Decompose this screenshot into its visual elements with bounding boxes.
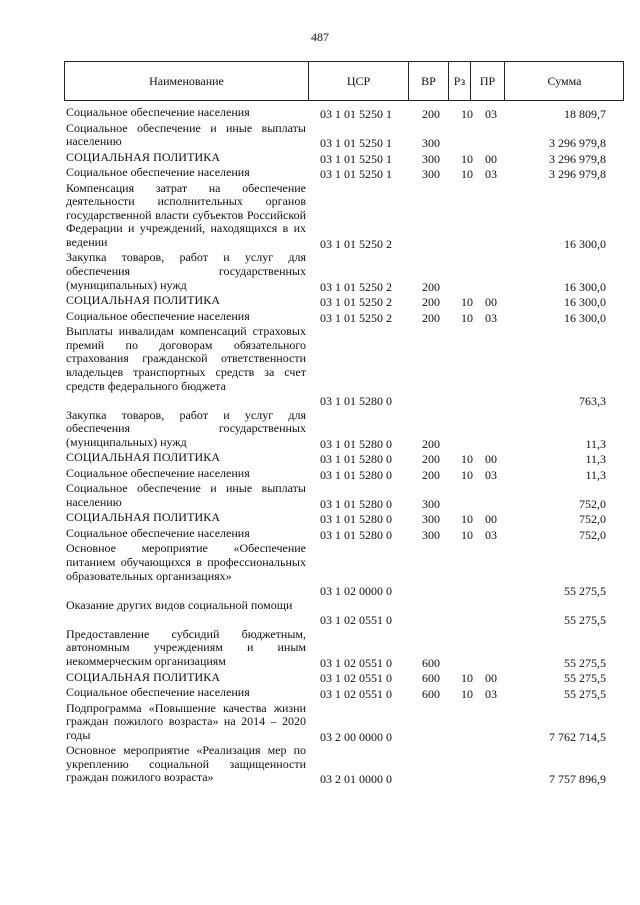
row-name: Компенсация затрат на обеспечение деятельности исполнительных органов государственной власти субъектов Российской Федерации и учреждений, находящихся в их ведении <box>66 180 306 249</box>
row-sum: 3 296 979,8 <box>549 151 606 166</box>
row-csr: 03 1 01 5280 0 <box>320 512 392 527</box>
table-row <box>0 702 640 745</box>
row-vr: 200 <box>422 279 440 294</box>
row-name: Социальное обеспечение и иные выплаты населению <box>66 120 306 149</box>
row-name: Социальное обеспечение и иные выплаты населению <box>66 481 306 509</box>
table-row <box>0 251 640 294</box>
row-sum: 16 300,0 <box>564 279 606 294</box>
row-sum: 18 809,7 <box>564 106 606 121</box>
header-rz: Рз <box>449 62 471 100</box>
row-name: Выплаты инвалидам компенсаций страховых премий по договорам обязательного страхования гражданской ответственности владельцев транспортных средств за счет средств федерального бюджета <box>66 324 306 393</box>
row-pr: 00 <box>485 452 497 467</box>
row-vr: 200 <box>422 310 440 325</box>
row-sum: 763,3 <box>579 394 606 409</box>
row-vr: 600 <box>422 655 440 670</box>
row-rz: 10 <box>461 686 473 701</box>
row-name: СОЦИАЛЬНАЯ ПОЛИТИКА <box>66 293 221 308</box>
row-csr: 03 1 01 5250 1 <box>320 151 392 166</box>
row-name: Основное мероприятие «Реализация мер по укреплению социальной защищенности граждан пожилого возраста» <box>66 743 306 785</box>
row-rz: 10 <box>461 167 473 181</box>
row-pr: 00 <box>485 671 497 686</box>
row-vr: 300 <box>422 512 440 527</box>
header-csr: ЦСР <box>309 62 409 100</box>
table-row <box>0 451 640 467</box>
table-row <box>0 122 640 151</box>
row-name: Закупка товаров, работ и услуг для обеспечения государственных (муниципальных) нужд <box>66 250 306 292</box>
row-vr: 300 <box>422 136 440 150</box>
row-csr: 03 1 01 5250 2 <box>320 279 392 294</box>
row-name: СОЦИАЛЬНАЯ ПОЛИТИКА <box>66 450 221 465</box>
row-name: СОЦИАЛЬНАЯ ПОЛИТИКА <box>66 510 221 525</box>
row-csr: 03 1 02 0551 0 <box>320 671 392 686</box>
table-row <box>0 744 640 787</box>
table-row <box>0 166 640 182</box>
row-sum: 16 300,0 <box>564 310 606 325</box>
row-csr: 03 1 02 0551 0 <box>320 655 392 670</box>
row-name: Социальное обеспечение населения <box>66 685 250 700</box>
row-vr: 200 <box>422 452 440 467</box>
row-sum: 3 296 979,8 <box>549 167 606 181</box>
row-vr: 200 <box>422 467 440 482</box>
table-row <box>0 106 640 122</box>
table-row <box>0 511 640 527</box>
row-pr: 03 <box>485 310 497 325</box>
header-pr: ПР <box>471 62 505 100</box>
header-sum: Сумма <box>547 74 582 88</box>
row-name: Социальное обеспечение населения <box>66 165 250 180</box>
table-row <box>0 325 640 409</box>
table-row <box>0 686 640 702</box>
page-number: 487 <box>311 30 329 44</box>
row-csr: 03 2 00 0000 0 <box>320 729 392 744</box>
row-name: Социальное обеспечение населения <box>66 465 250 480</box>
row-rz: 10 <box>461 452 473 467</box>
row-vr: 300 <box>422 167 440 181</box>
table-row <box>0 628 640 671</box>
table-row <box>0 671 640 687</box>
table-row <box>0 527 640 543</box>
row-pr: 03 <box>485 467 497 482</box>
row-csr: 03 1 01 5280 0 <box>320 467 392 482</box>
row-sum: 55 275,5 <box>564 655 606 670</box>
row-rz: 10 <box>461 467 473 482</box>
row-rz: 10 <box>461 512 473 527</box>
row-name: Закупка товаров, работ и услуг для обеспечения государственных (муниципальных) нужд <box>66 407 306 449</box>
row-pr: 00 <box>485 151 497 166</box>
row-name: СОЦИАЛЬНАЯ ПОЛИТИКА <box>66 149 221 164</box>
row-csr: 03 1 01 5280 0 <box>320 394 392 409</box>
row-name: Подпрограмма «Повышение качества жизни граждан пожилого возраста» на 2014 – 2020 годы <box>66 700 306 742</box>
row-sum: 11,3 <box>585 467 606 482</box>
row-sum: 55 275,5 <box>564 686 606 701</box>
table-row <box>0 151 640 167</box>
row-csr: 03 1 01 5250 1 <box>320 167 392 181</box>
row-csr: 03 1 01 5250 2 <box>320 295 392 310</box>
row-csr: 03 1 01 5250 1 <box>320 136 392 150</box>
row-sum: 752,0 <box>579 496 606 511</box>
table-row <box>0 599 640 628</box>
row-sum: 16 300,0 <box>564 236 606 251</box>
table-row <box>0 294 640 310</box>
row-name: СОЦИАЛЬНАЯ ПОЛИТИКА <box>66 669 221 684</box>
row-rz: 10 <box>461 151 473 166</box>
row-csr: 03 1 02 0551 0 <box>320 686 392 701</box>
row-name: Оказание других видов социальной помощи <box>66 597 293 612</box>
row-vr: 200 <box>422 295 440 310</box>
row-csr: 03 1 01 5250 2 <box>320 310 392 325</box>
row-sum: 11,3 <box>585 452 606 467</box>
row-rz: 10 <box>461 106 473 121</box>
row-sum: 16 300,0 <box>564 295 606 310</box>
row-pr: 03 <box>485 527 497 542</box>
header-name: Наименование <box>65 62 309 100</box>
table-row <box>0 467 640 483</box>
row-rz: 10 <box>461 310 473 325</box>
row-sum: 55 275,5 <box>564 584 606 599</box>
row-csr: 03 1 02 0000 0 <box>320 584 392 599</box>
row-rz: 10 <box>461 295 473 310</box>
row-sum: 55 275,5 <box>564 671 606 686</box>
row-csr: 03 1 01 5280 0 <box>320 436 392 451</box>
row-pr: 03 <box>485 106 497 121</box>
row-sum: 7 757 896,9 <box>549 772 606 787</box>
table-header <box>64 61 624 101</box>
row-pr: 03 <box>485 686 497 701</box>
table-row <box>0 482 640 511</box>
row-vr: 600 <box>422 671 440 686</box>
row-name: Основное мероприятие «Обеспечение питанием обучающихся в профессиональных образовательных организациях» <box>66 541 306 583</box>
table-row <box>0 542 640 598</box>
row-pr: 00 <box>485 512 497 527</box>
row-csr: 03 1 02 0551 0 <box>320 613 392 628</box>
row-csr: 03 1 01 5280 0 <box>320 452 392 467</box>
row-pr: 00 <box>485 295 497 310</box>
row-sum: 11,3 <box>585 436 606 451</box>
row-vr: 300 <box>422 527 440 542</box>
table-row <box>0 182 640 252</box>
table-row <box>0 310 640 326</box>
header-vr: ВР <box>409 62 449 100</box>
row-csr: 03 1 01 5280 0 <box>320 496 392 511</box>
row-sum: 752,0 <box>579 527 606 542</box>
table-body <box>0 106 640 787</box>
row-sum: 55 275,5 <box>564 613 606 628</box>
row-pr: 03 <box>485 167 497 181</box>
row-name: Социальное обеспечение населения <box>66 105 250 119</box>
row-sum: 752,0 <box>579 512 606 527</box>
row-vr: 300 <box>422 151 440 166</box>
row-csr: 03 2 01 0000 0 <box>320 772 392 787</box>
row-vr: 600 <box>422 686 440 701</box>
row-csr: 03 1 01 5280 0 <box>320 527 392 542</box>
table-row <box>0 409 640 452</box>
row-vr: 200 <box>422 436 440 451</box>
row-vr: 200 <box>422 106 440 121</box>
row-name: Социальное обеспечение населения <box>66 525 250 540</box>
row-name: Социальное обеспечение населения <box>66 308 250 323</box>
row-vr: 300 <box>422 496 440 511</box>
row-sum: 3 296 979,8 <box>549 136 606 150</box>
row-rz: 10 <box>461 671 473 686</box>
row-name: Предоставление субсидий бюджетным, автономным учреждениям и иным некоммерческим организациям <box>66 626 306 669</box>
row-csr: 03 1 01 5250 1 <box>320 106 392 121</box>
row-sum: 7 762 714,5 <box>549 729 606 744</box>
row-rz: 10 <box>461 527 473 542</box>
row-csr: 03 1 01 5250 2 <box>320 236 392 251</box>
